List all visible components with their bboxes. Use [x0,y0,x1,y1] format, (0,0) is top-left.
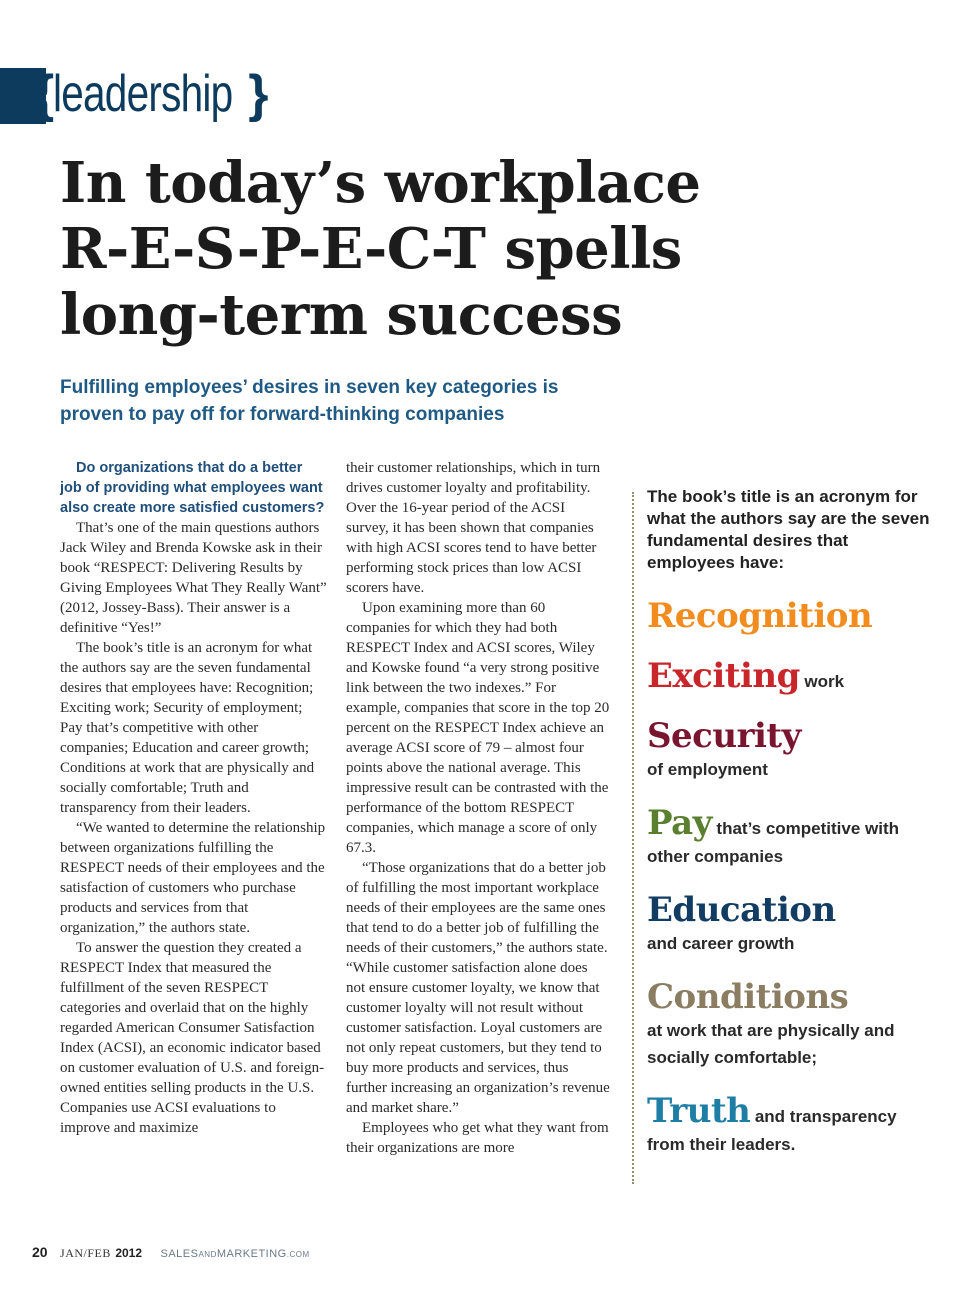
section-word: leadership [53,65,233,123]
respect-item-education [647,890,937,957]
page-number: 20 [32,1244,48,1260]
respect-desc: of employment [647,760,768,779]
article-paragraph: their customer relationships, which in turn drives customer loyalty and profitability. Over the 16-year period of the ACSI survey, it has been shown that companies with high ACSI scores tend to have better performing stock prices than low ACSI scorers have. [346,460,601,596]
article-paragraph: Employees who get what they want from their organizations are more [346,1120,609,1156]
article-column-1 [60,458,328,1138]
issue-year: 2012 [115,1246,143,1260]
website-link[interactable] [160,1248,309,1260]
respect-item-exciting [647,656,937,696]
respect-desc: work [804,672,845,691]
respect-word: Truth [647,1091,751,1131]
respect-word: Conditions [647,977,849,1017]
respect-word: Exciting [647,656,800,696]
site-part: MARKETING [216,1248,287,1260]
article-paragraph: The book’s title is an acronym for what the authors say are the seven fundamental desires that employees have: Recognition; Exciting work; Security of employment; Pay that’s competitive with other companies; Education and career growth; Conditions at work that are physically and socially comfortable; Truth and transparency from their leaders. [60,640,315,816]
intro-question: Do organizations that do a better job of providing what employees want also create more satisfied customers? [60,460,325,516]
respect-item-truth [647,1091,937,1158]
respect-word: Security [647,716,801,756]
respect-item-pay [647,803,937,870]
deck-subheading: Fulfilling employees’ desires in seven key categories is proven to pay off for forward-thinking companies [60,377,559,425]
respect-item-security [647,716,937,783]
respect-desc: at work that are physically and socially comfortable; [647,1021,895,1067]
respect-word: Education [647,890,836,930]
respect-item-recognition [647,596,937,636]
article-paragraph: To answer the question they created a RESPECT Index that measured the fulfillment of the seven RESPECT categories and overlaid that on the highly regarded American Consumer Satisfaction Index (ACSI), an economic indicator based on customer evaluation of U.S. and foreign-owned entities selling products in the U.S. Companies use ACSI evaluations to improve and maximize [60,940,325,1136]
article-paragraph: That’s one of the main questions authors Jack Wiley and Brenda Kowske ask in their book “RESPECT: Delivering Results by Giving Employees What They Really Want” (2012, Jossey-Bass). Their answer is a definitive “Yes!” [60,520,327,636]
section-brace-close: } [248,65,268,123]
respect-sidebar [647,486,937,1178]
article-column-2 [346,458,610,1158]
site-part: AND [198,1250,217,1259]
headline-line-3: long-term success [60,282,623,348]
respect-item-conditions [647,977,937,1071]
headline-line-1: In today’s workplace [60,150,701,216]
respect-desc: that’s competitive with other companies [647,819,900,866]
article-paragraph: “We wanted to determine the relationship between organizations fulfilling the RESPECT needs of their employees and the satisfaction of customers who purchase products and services from that organization,” the authors state. [60,820,326,936]
page-footer [32,1244,310,1262]
article-paragraph: Upon examining more than 60 companies for which they had both RESPECT Index and ACSI scores, Wiley and Kowske found “a very strong positive link between the two indexes.” For example, companies that score in the top 20 percent on the RESPECT Index achieve an average ACSI score of 79 – almost four points above the national average. This impressive result can be contrasted with the performance of the bottom RESPECT companies, which manage a score of only 67.3. [346,600,610,856]
sidebar-intro: The book’s title is an acronym for what the authors say are the seven fundamental desires that employees have: [647,487,930,572]
issue-month: JAN/FEB [60,1246,111,1260]
respect-desc: and transparency from their leaders. [647,1107,897,1154]
article-paragraph: “Those organizations that do a better job of fulfilling the most important workplace needs of their employees are the same ones that tend to do a better job of fulfilling the needs of their customers,” the authors state. “While customer satisfaction alone does not ensure customer loyalty, we know that customer loyalty will not result without customer satisfaction. Loyal customers are not only repeat customers, but they tend to buy more products and services, thus further increasing an organization’s revenue and market share.” [346,860,610,1116]
site-part: .COM [286,1250,310,1259]
respect-desc: and career growth [647,934,795,953]
sidebar-dotted-rule [632,492,636,1184]
headline-line-2: R-E-S-P-E-C-T spells [60,216,682,282]
section-brace-open: { [34,65,54,123]
section-label [34,60,267,128]
respect-word: Pay [647,803,712,843]
respect-word: Recognition [647,596,873,636]
headline [60,150,940,348]
site-part: SALES [160,1248,199,1260]
